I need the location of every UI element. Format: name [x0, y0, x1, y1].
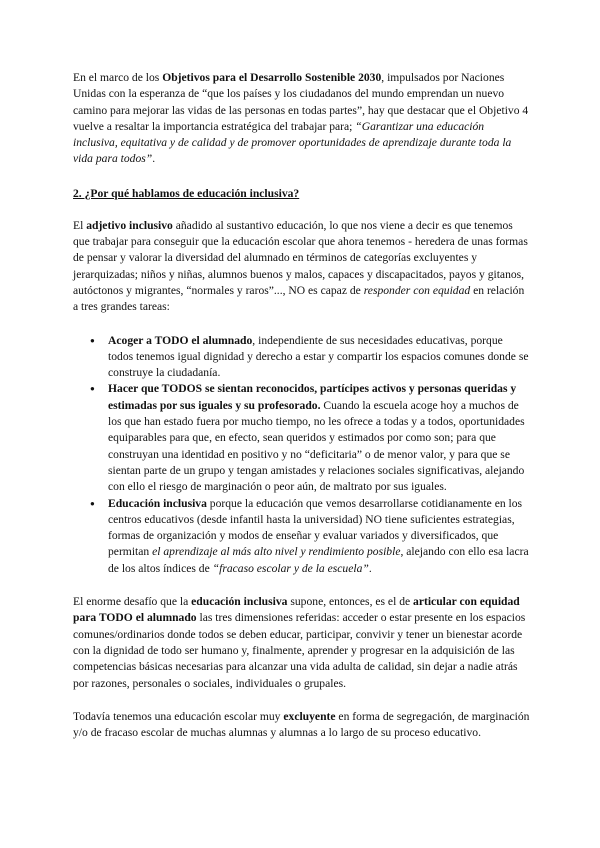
italic-run: el aprendizaje al más alto nivel y rendimiento posible	[152, 545, 401, 559]
text-run: , alejando con ello esa lacra de los altos índices de	[108, 545, 529, 575]
text-run: añadido al sustantivo educación, lo que nos viene a decir es que tenemos que trabajar para conseguir que la educación escolar que ahora tenemos - heredera de unas formas de pensar y valorar la diversidad del alumnado en términos de categorías excluyentes y jerarquizadas; niños y niñas, alumnos buenos y malos, capaces y discapacitados, payos y gitanos, autóctonos y migrantes, “normales y raros”..., NO es capaz de	[73, 218, 528, 297]
section-heading: 2. ¿Por qué hablamos de educación inclusiva?	[73, 186, 300, 200]
bold-run: Hacer que TODOS se sientan reconocidos, partícipes activos y personas queridas y estimadas por sus iguales y su profesorado.	[108, 382, 517, 412]
bullet-item-educacion-inclusiva	[108, 496, 530, 577]
text-run: las tres dimensiones referidas: acceder o estar presente en los espacios comunes/ordinarios donde todos se deben educar, participar, convivir y tener un bienestar acorde con la dignidad de todo ser humano y, finalmente, aprender y progresar en la adquisición de las competencias básicas necesarias para alcanzar una vida adulta de calidad, sin dejar a nadie atrás por razones, personales o sociales, individuales o grupales.	[73, 611, 526, 690]
inclusive-adjective-paragraph	[73, 218, 530, 316]
text-run: Cuando la escuela acoge hoy a muchos de los que han estado fuera por mucho tiempo, no les ofrece a todas y a todos, oportunidades equiparables para que, en efecto, sean queridos y estimados por como son; para que construyan una identidad en positivo y no “deficitaria” o de menor valor, y para que se sientan parte de un grupo y tengan amistades y relaciones sociales significativas, alejando con ello el riesgo de marginación o peor aún, de maltrato por sus iguales.	[108, 398, 525, 494]
bold-run: Acoger a TODO el alumnado	[108, 333, 253, 347]
bold-run: articular con equidad para TODO el alumnado	[73, 595, 520, 625]
challenge-paragraph	[73, 594, 530, 692]
text-run: Todavía tenemos una educación escolar muy	[73, 709, 284, 723]
text-run: , impulsados por Naciones Unidas con la esperanza de “que los países y los ciudadanos del mundo emprendan un nuevo camino para mejorar las vidas de las personas en todas partes”, hay que destacar que el Objetivo 4 vuelve a resaltar la importancia estratégica del trabajar para;	[73, 71, 529, 133]
text-run: En el marco de los	[73, 71, 163, 84]
bold-run: adjetivo inclusivo	[86, 218, 173, 232]
text-run: .	[152, 152, 156, 166]
text-run: supone, entonces, es el de	[287, 595, 414, 609]
text-run: en forma de segregación, de marginación y/o de fracaso escolar de muchas alumnas y alumnas a lo largo de su proceso educativo.	[73, 709, 530, 740]
intro-paragraph	[73, 70, 530, 168]
bullet-item-acoger	[108, 333, 530, 382]
italic-quote: “Garantizar una educación inclusiva, equitativa y de calidad y de promover oportunidades de aprendizaje durante toda la vida para todos”	[73, 119, 512, 166]
tasks-bullet-list	[73, 333, 530, 577]
bullet-item-reconocidos	[108, 381, 530, 495]
bold-run: Educación inclusiva	[108, 496, 207, 510]
bold-run: educación inclusiva	[191, 595, 288, 609]
text-run: El enorme desafío que la	[73, 595, 192, 609]
exclusion-paragraph	[73, 709, 530, 742]
italic-run: responder con equidad	[363, 283, 471, 297]
bold-run: Objetivos para el Desarrollo Sostenible 2030	[162, 71, 382, 84]
text-run: , independiente de sus necesidades educativas, porque todos tenemos igual dignidad y derecho a estar y compartir los espacios comunes donde se construye la ciudadanía.	[108, 333, 529, 380]
text-run: en relación a tres grandes tareas:	[73, 283, 525, 314]
text-run: .	[368, 561, 372, 575]
italic-run: “fracaso escolar y de la escuela”	[212, 561, 369, 575]
bold-run: excluyente	[283, 709, 336, 723]
text-run: porque la educación que vemos desarrollarse cotidianamente en los centros educativos (desde infantil hasta la universidad) NO tiene suficientes estrategias, formas de organización y modos de enseñar y evaluar variados y diversificados, que permitan	[108, 496, 523, 559]
text-run: El	[73, 218, 87, 232]
